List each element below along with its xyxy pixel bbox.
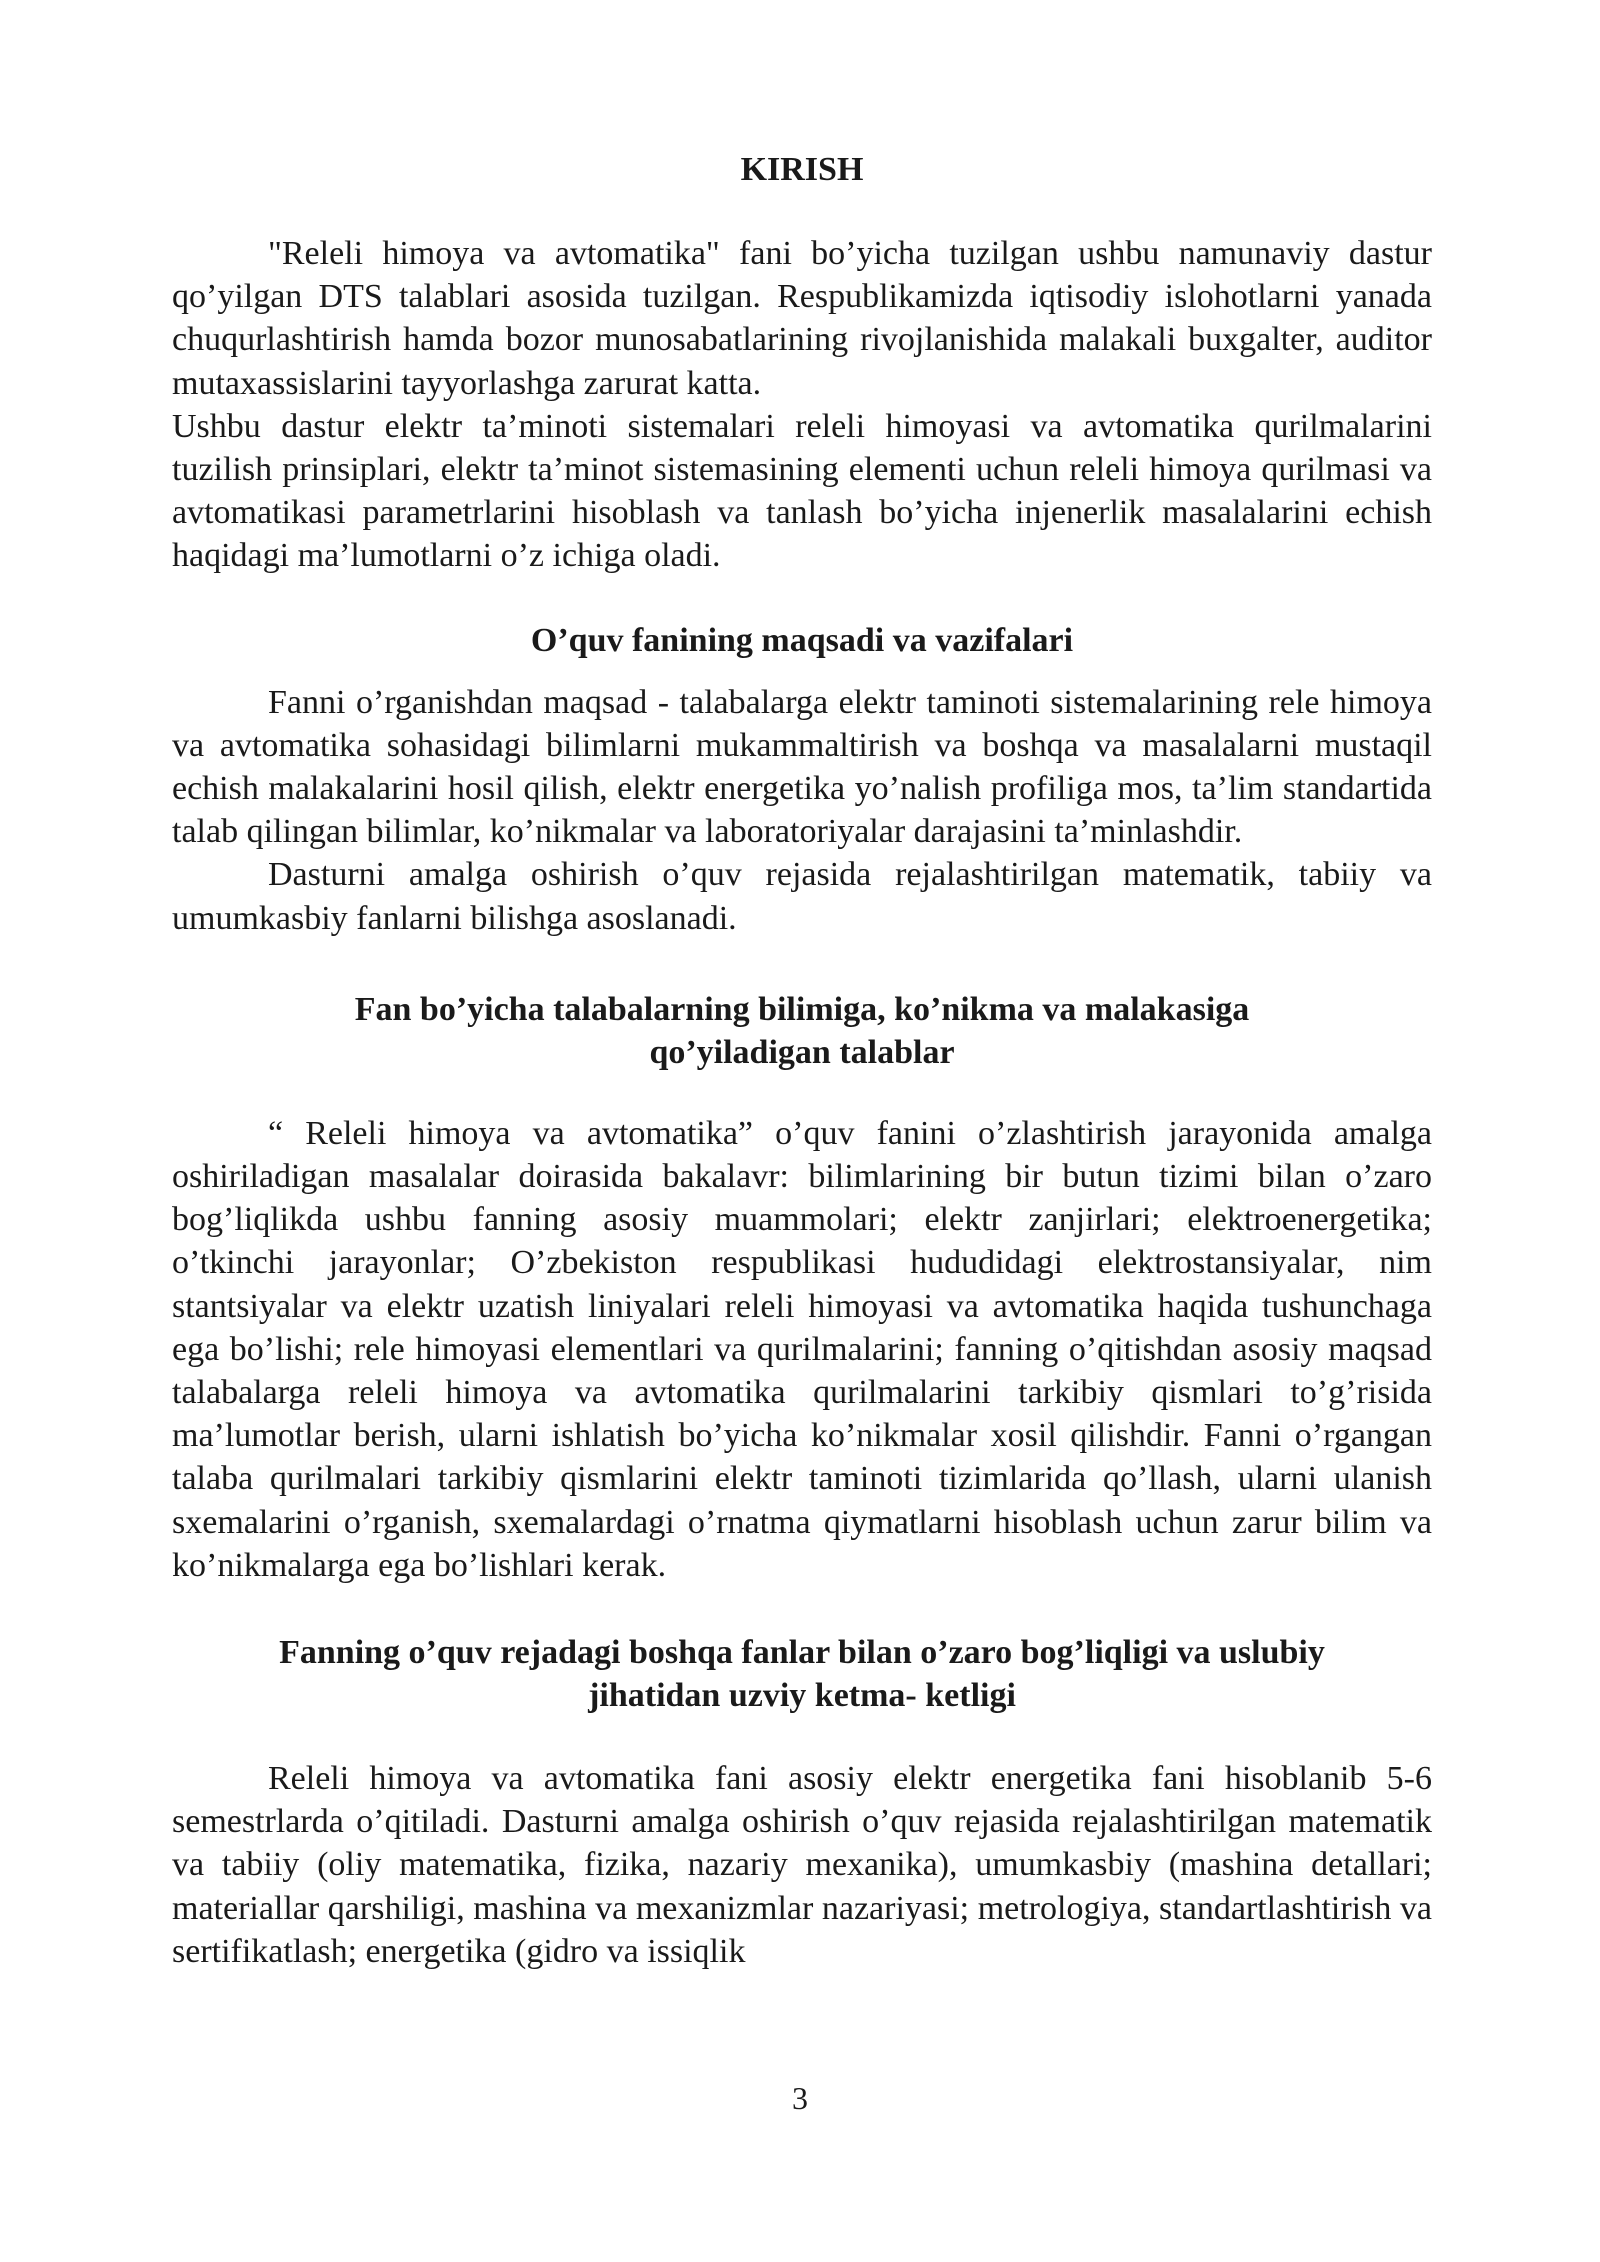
paragraph-talablar-1: “ Releli himoya va avtomatika” o’quv fanini o’zlashtirish jarayonida amalga oshiriladigan masalalar doirasida bakalavr: bilimlarining bir butun tizimi bilan o’zaro bog’liqlikda ushbu fanning asosiy muammolari; elektr zanjirlari; elektroenergetika; o’tkinchi jarayonlar; O’zbekiston respublikasi hududidagi elektrostansiyalar, nim stantsiyalar va elektr uzatish liniyalari releli himoyasi va avtomatika haqida tushunchaga ega bo’lishi; rele himoyasi elementlari va qurilmalarini; fanning o’qitishdan asosiy maqsad talabalarga releli himoya va avtomatika qurilmalarini tarkibiy qismlari to’g’risida ma’lumotlar berish, ularni ishlatish bo’yicha ko’nikmalar xosil qilishdir. Fanni o’rgangan talaba qurilmalari tarkibiy qismlarini elektr taminoti tizimlarida qo’llash, ularni ulanish sxemalarini o’rganish, sxemalardagi o’rnatma qiymatlarni hisoblash uchun zarur bilim va ko’nikmalarga ega bo’lishlari kerak. [172, 1114, 1432, 1584]
heading-text: O’quv fanining maqsadi va vazifalari [530, 621, 1074, 659]
heading-text-line-2: qo’yiladigan talablar [649, 1033, 955, 1071]
heading-text: KIRISH [740, 151, 864, 188]
heading-text-line-2: jihatidan uzviy ketma- ketligi [588, 1677, 1016, 1715]
paragraph-intro-2: Ushbu dastur elektr ta’minoti sistemalari releli himoyasi va avtomatika qurilmalarini tuzilish prinsiplari, elektr ta’minot sistemasining elementi uchun releli himoya qurilmasi va avtomatikasi parametrlarini hisoblash va tanlash bo’yicha injenerlik masalalarini echish haqidagi ma’lumotlarni o’z ichiga oladi. [172, 407, 1432, 575]
section-heading-talablar [172, 988, 1432, 1074]
heading-text-line-1: Fanning o’quv rejadagi boshqa fanlar bilan o’zaro bog’liqligi va uslubiy [279, 1634, 1325, 1672]
paragraph-intro-1: "Releli himoya va avtomatika" fani bo’yicha tuzilgan ushbu namunaviy dastur qo’yilgan DTS talablari asosida tuzilgan. Respublikamizda iqtisodiy islohotlarni yanada chuqurlashtirish hamda bozor munosabatlarining rivojlanishida malakali buxgalter, auditor mutaxassislarini tayyorlashga zarurat katta. [172, 235, 1432, 402]
section-heading-boglik [172, 1631, 1432, 1717]
document-page [172, 148, 1432, 1973]
heading-text-line-1: Fan bo’yicha talabalarning bilimiga, ko’nikma va malakasiga [354, 990, 1250, 1028]
paragraph-maqsad-1: Fanni o’rganishdan maqsad - talabalarga elektr taminoti sistemalarining rele himoya va avtomatika sohasidagi bilimlarni mukammaltirish va boshqa va masalalarni mustaqil echish malakalarini hosil qilish, elektr energetika yo’nalish profiliga mos, ta’lim standartida talab qilingan bilimlar, ko’nikmalar va laboratoriyalar darajasini ta’minlashdir. [172, 683, 1432, 851]
section-heading-kirish [172, 148, 1432, 192]
paragraph-maqsad-2: Dasturni amalga oshirish o’quv rejasida rejalashtirilgan matematik, tabiiy va umumkasbiy fanlarni bilishga asoslanadi. [172, 856, 1432, 937]
page-number: 3 [792, 2080, 808, 2116]
section-heading-maqsad [172, 619, 1432, 663]
paragraph-boglik-1: Releli himoya va avtomatika fani asosiy elektr energetika fani hisoblanib 5-6 semestrlarda o’qitiladi. Dasturni amalga oshirish o’quv rejasida rejalashtirilgan matematik va tabiiy (oliy matematika, fizika, nazariy mexanika), umumkasbiy (mashina detallari; materiallar qarshiligi, mashina va mexanizmlar nazariyasi; metrologiya, standartlashtirish va sertifikatlash; energetika (gidro va issiqlik [172, 1760, 1432, 1970]
